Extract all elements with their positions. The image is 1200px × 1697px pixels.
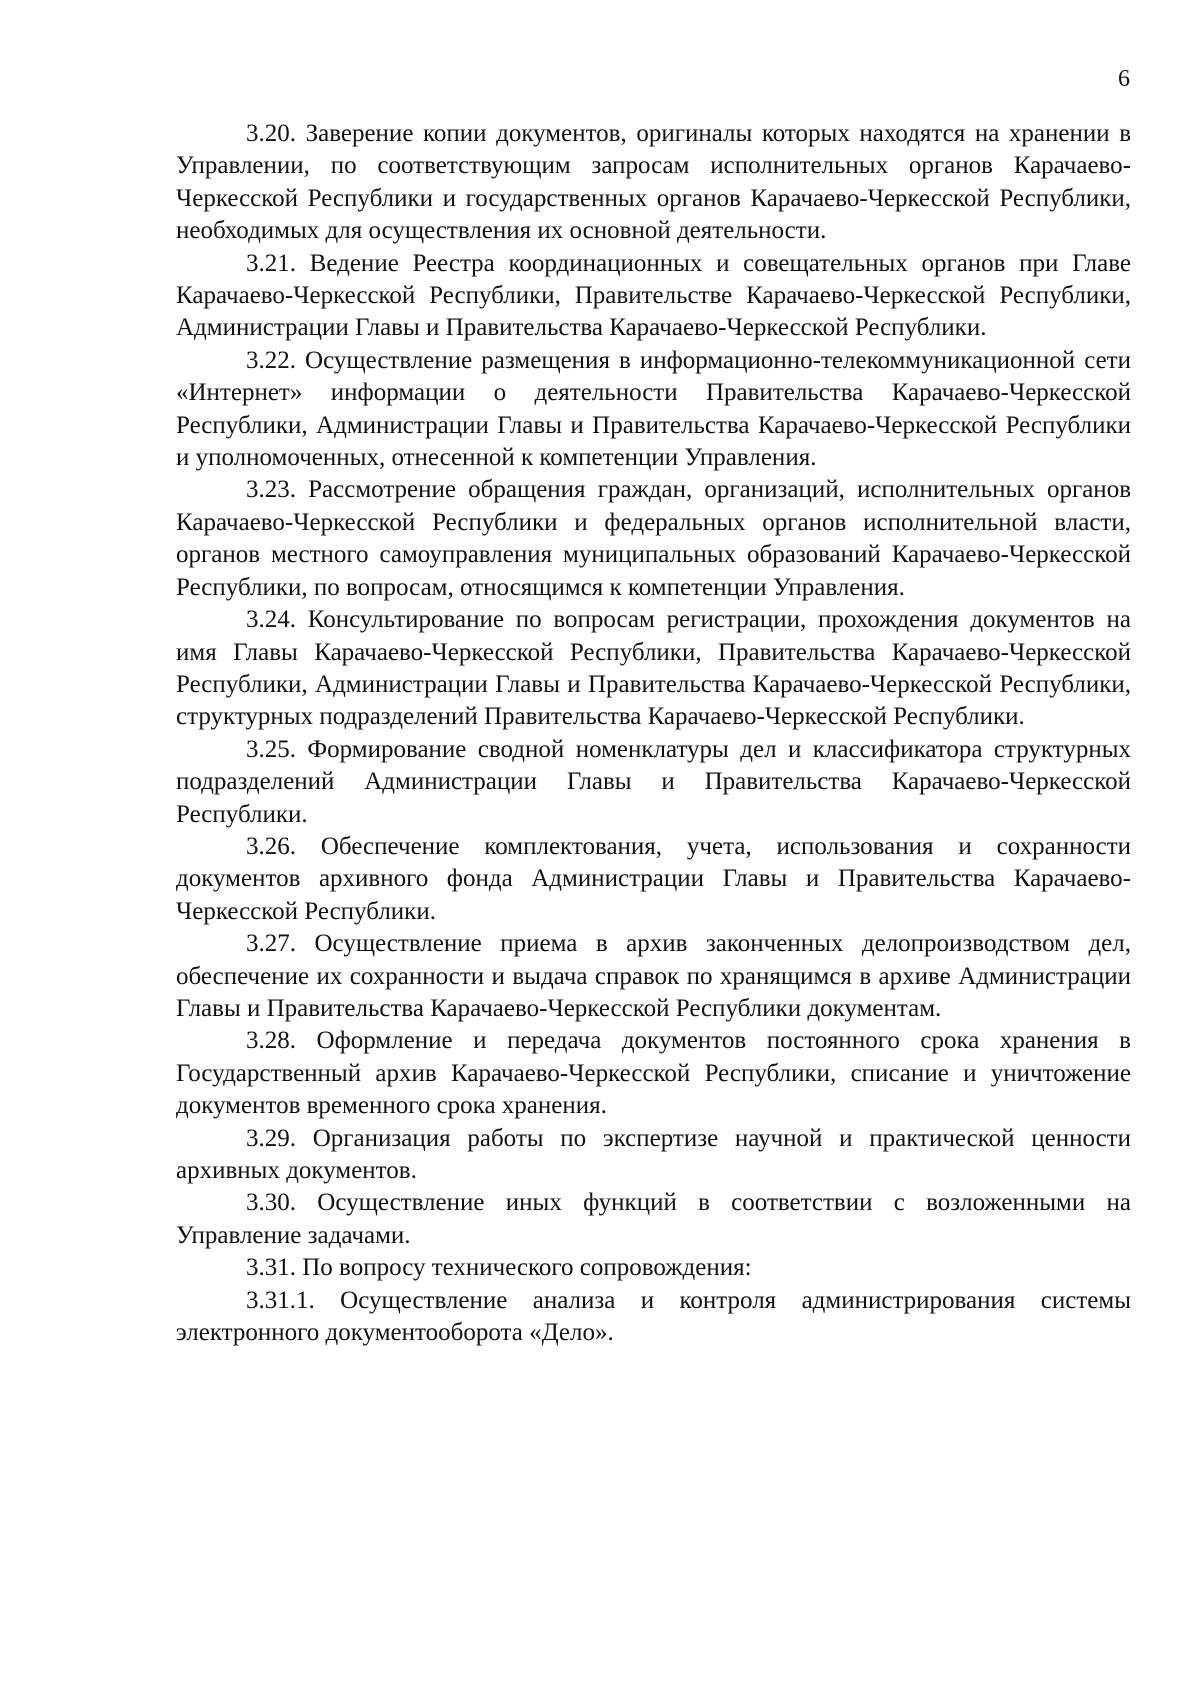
page-number: 6	[1118, 66, 1130, 92]
paragraph-3-22: 3.22. Осуществление размещения в информационно-телекоммуникационной сети «Интернет» информации о деятельности Правительства Карачаево-Черкесской Республики, Администрации Главы и Правительства Карачаево-Черкесской Республики и уполномоченных, отнесенной к компетенции Управления.	[176, 346, 1131, 472]
paragraph-3-30: 3.30. Осуществление иных функций в соответствии с возложенными на Управление задачами.	[176, 1189, 1131, 1249]
paragraph-3-21: 3.21. Ведение Реестра координационных и совещательных органов при Главе Карачаево-Черкесской Республики, Правительстве Карачаево-Черкесской Республики, Администрации Главы и Правительства Карачаево-Черкесской Республики.	[176, 249, 1131, 342]
paragraph-3-31-1: 3.31.1. Осуществление анализа и контроля администрирования системы электронного документооборота «Дело».	[176, 1286, 1131, 1347]
paragraph-3-27: 3.27. Осуществление приема в архив законченных делопроизводством дел, обеспечение их сохранности и выдача справок по хранящимся в архиве Администрации Главы и Правительства Карачаево-Черкесской Республики документам.	[176, 930, 1131, 1022]
document-body	[176, 118, 1131, 1349]
paragraph-3-26: 3.26. Обеспечение комплектования, учета, использования и сохранности документов архивного фонда Администрации Главы и Правительства Карачаево-Черкесской Республики.	[176, 832, 1131, 925]
paragraph-3-24: 3.24. Консультирование по вопросам регистрации, прохождения документов на имя Главы Карачаево-Черкесской Республики, Правительства Карачаево-Черкесской Республики, Администрации Главы и Правительства Карачаево-Черкесской Республики, структурных подразделений Правительства Карачаево-Черкесской Республики.	[176, 606, 1131, 731]
paragraph-3-28: 3.28. Оформление и передача документов постоянного срока хранения в Государственный архив Карачаево-Черкесской Республики, списание и уничтожение документов временного срока хранения.	[176, 1027, 1131, 1120]
paragraph-3-29: 3.29. Организация работы по экспертизе научной и практической ценности архивных документов.	[176, 1124, 1131, 1184]
paragraph-3-25: 3.25. Формирование сводной номенклатуры дел и классификатора структурных подразделений Администрации Главы и Правительства Карачаево-Черкесской Республики.	[176, 735, 1131, 828]
paragraph-3-31: 3.31. По вопросу технического сопровождения:	[246, 1254, 752, 1282]
paragraph-3-23: 3.23. Рассмотрение обращения граждан, организаций, исполнительных органов Карачаево-Черкесской Республики и федеральных органов исполнительной власти, органов местного самоуправления муниципальных образований Карачаево-Черкесской Республики, по вопросам, относящимся к компетенции Управления.	[176, 476, 1131, 601]
paragraph-3-20: 3.20. Заверение копии документов, оригиналы которых находятся на хранении в Управлении, по соответствующим запросам исполнительных органов Карачаево-Черкесской Республики и государственных органов Карачаево-Черкесской Республики, необходимых для осуществления их основной деятельности.	[176, 120, 1131, 245]
